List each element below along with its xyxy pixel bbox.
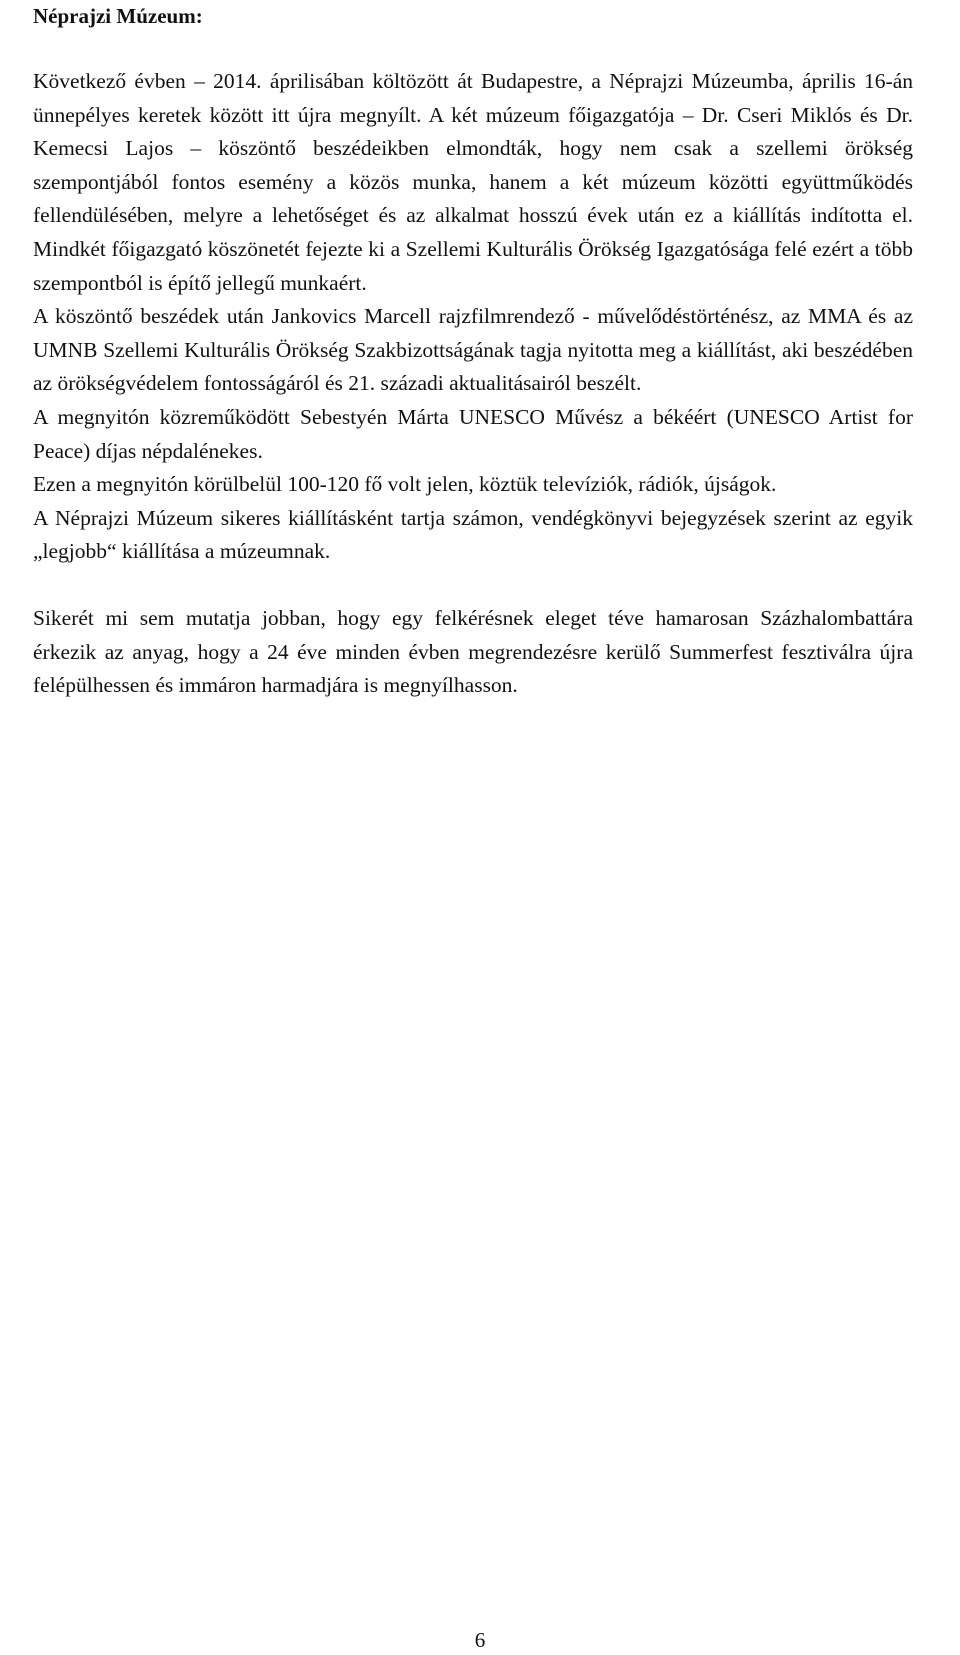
- paragraph-attendance: Ezen a megnyitón körülbelül 100-120 fő volt jelen, köztük televíziók, rádiók, újságok.: [33, 472, 777, 497]
- paragraph-speech: A köszöntő beszédek után Jankovics Marcell rajzfilmrendező - művelődéstörténész, az MMA és az UMNB Szellemi Kulturális Örökség Szakbizottságának tagja nyitotta meg a kiállítást, aki beszédében az örökségvédelem fontosságáról és 21. századi aktualitásairól beszélt.: [33, 304, 913, 396]
- paragraph-success: A Néprajzi Múzeum sikeres kiállításként tartja számon, vendégkönyvi bejegyzések szerint az egyik „legjobb“ kiállítása a múzeumnak.: [33, 505, 913, 564]
- spacer: [33, 569, 913, 602]
- paragraph-summerfest: Sikerét mi sem mutatja jobban, hogy egy felkérésnek eleget téve hamarosan Százhalombattára érkezik az anyag, hogy a 24 éve minden évben megrendezésre kerülő Summerfest fesztiválra újra felépülhessen és immáron harmadjára is megnyílhasson.: [33, 605, 913, 698]
- paragraph-performer: A megnyitón közreműködött Sebestyén Márta UNESCO Művész a békéért (UNESCO Artist for Peace) díjas népdalénekes.: [33, 404, 913, 463]
- spacer: [33, 32, 913, 65]
- section-heading: Néprajzi Múzeum:: [33, 4, 203, 28]
- paragraph-opening: Következő évben – 2014. áprilisában költözött át Budapestre, a Néprajzi Múzeumba, április 16-án ünnepélyes keretek között itt újra megnyílt. A két múzeum főigazgatója – Dr. Cseri Miklós és Dr. Kemecsi Lajos – köszöntő beszédeikben elmondták, hogy nem csak a szellemi örökség szempontjából fontos esemény a közös munka, hanem a két múzeum közötti együttműködés fellendülésében, melyre a lehetőséget és az alkalmat hosszú évek után ez a kiállítás indította el. Mindkét főigazgató köszönetét fejezte ki a Szellemi Kulturális Örökség Igazgatósága felé ezért a több szempontból is építő jellegű munkaért.: [33, 69, 913, 295]
- document-page: [33, 0, 913, 703]
- page-number: 6: [474, 1628, 486, 1652]
